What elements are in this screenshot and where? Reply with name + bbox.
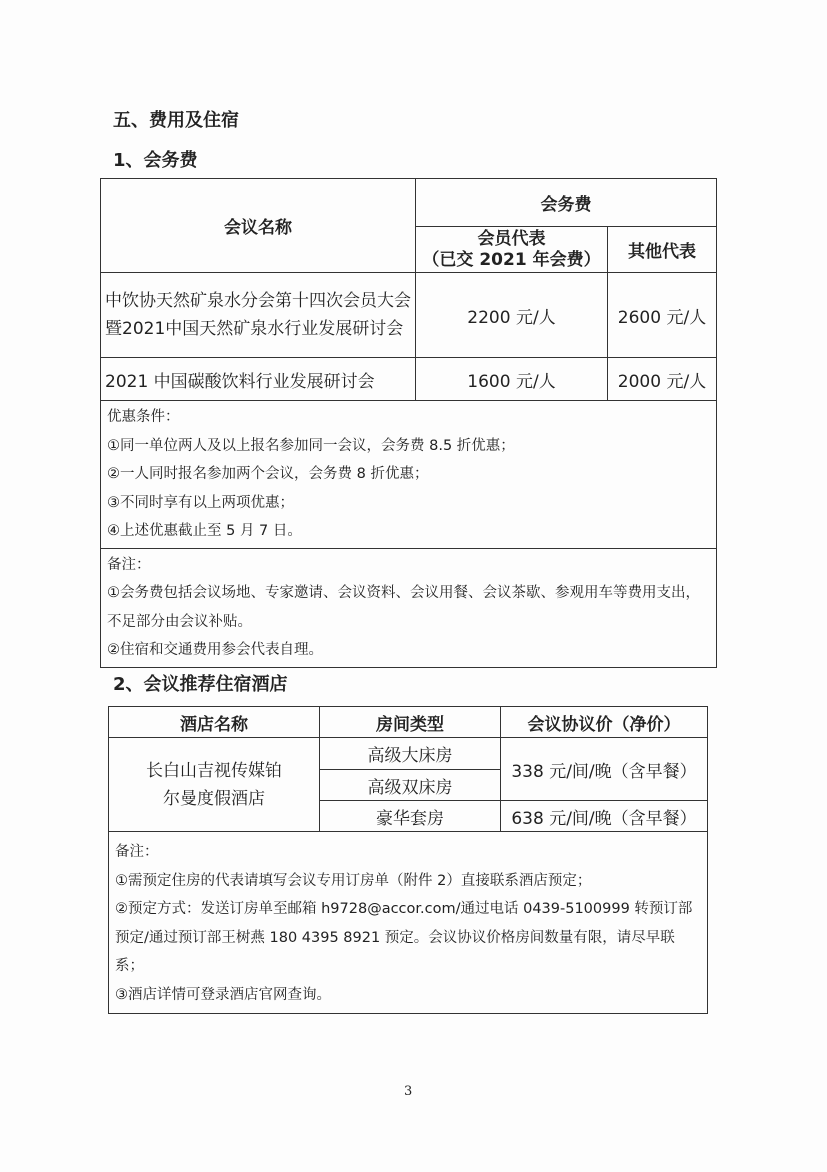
- header-other: 其他代表: [608, 227, 717, 273]
- fee-table: [100, 178, 717, 668]
- fee-notes: 备注： ①会务费包括会议场地、专家邀请、会议资料、会议用餐、会议茶歇、参观用车等费用支出，不足部分由会议补贴。 ②住宿和交通费用参会代表自理。: [101, 548, 717, 667]
- header-fee: 会务费: [416, 179, 717, 227]
- subsection-title-hotel: 2、会议推荐住宿酒店: [113, 674, 288, 695]
- subsection-title-fee: 1、会务费: [113, 150, 198, 171]
- table-row: 中饮协天然矿泉水分会第十四次会员大会暨2021中国天然矿泉水行业发展研讨会 2200 元/人 2600 元/人: [101, 273, 717, 358]
- header-meeting-name: 会议名称: [101, 179, 416, 273]
- discount-conditions: 优惠条件： ①同一单位两人及以上报名参加同一会议，会务费 8.5 折优惠； ②一人同时报名参加两个会议，会务费 8 折优惠； ③不同时享有以上两项优惠； ④上述优惠截止至 5 月 7 日。: [101, 401, 717, 549]
- page-number: 3: [404, 1084, 413, 1099]
- header-member: 会员代表 （已交 2021 年会费）: [416, 227, 608, 273]
- hotel-name: 长白山吉视传媒铂尔曼度假酒店: [109, 738, 320, 832]
- table-row: 2021 中国碳酸饮料行业发展研讨会 1600 元/人 2000 元/人: [101, 358, 717, 401]
- section-title: 五、费用及住宿: [113, 110, 239, 131]
- hotel-table: 酒店名称 房间类型 会议协议价（净价） 长白山吉视传媒铂尔曼度假酒店 高级大床房 338 元/间/晚（含早餐） 高级双床房 豪华套房 638 元/间/晚（含早餐） 备注： ①需预定住房的代表请填写会议专用订房单（附件 2）直接联系酒店预定； ②预定方式：发送订房单至邮箱 h9728@accor.com/通过电话 0439-5100999 转预订部预定/通过预订部王树燕 180 4395 8921 预定。会议协议价格房间数量有限，请尽早联系； ③酒店详情可登录酒店官网查询。: [108, 706, 708, 1014]
- hotel-notes: 备注： ①需预定住房的代表请填写会议专用订房单（附件 2）直接联系酒店预定； ②预定方式：发送订房单至邮箱 h9728@accor.com/通过电话 0439-5100999 转预订部预定/通过预订部王树燕 180 4395 8921 预定。会议协议价格房间数量有限，请尽早联系； ③酒店详情可登录酒店官网查询。: [109, 832, 708, 1014]
